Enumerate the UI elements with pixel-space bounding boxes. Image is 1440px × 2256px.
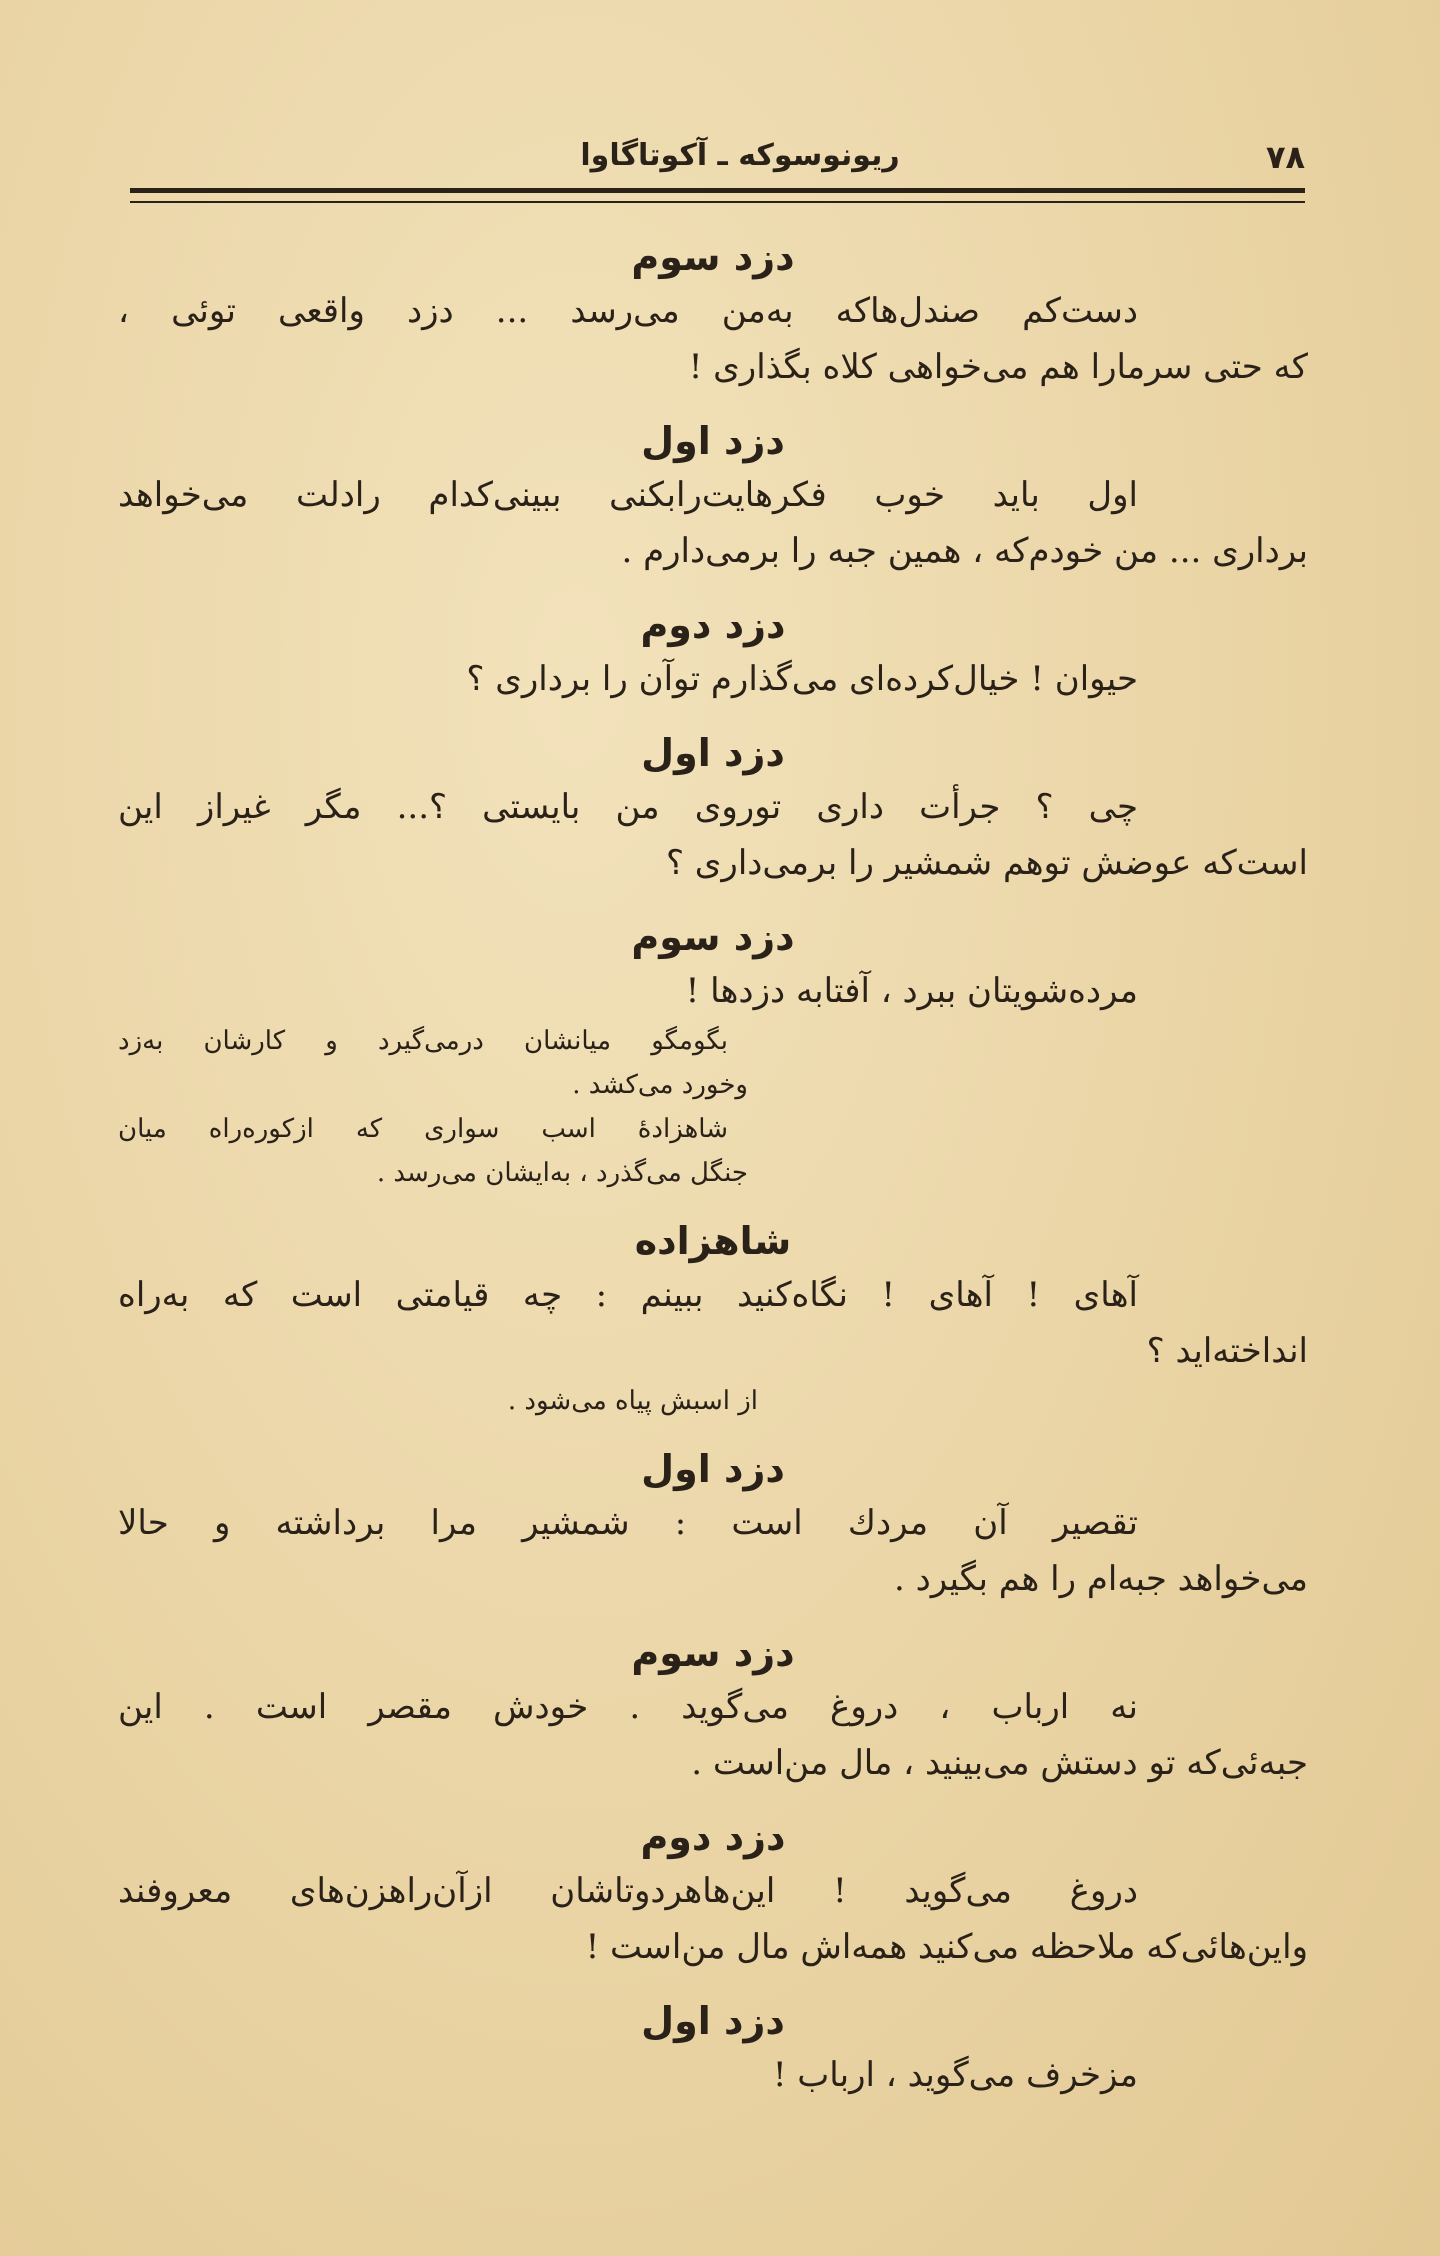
speaker-name: دزد دوم	[640, 603, 786, 647]
dialogue-line: مزخرف می‌گوید ، ارباب !	[772, 2055, 1138, 2095]
speaker-name: دزد اول	[641, 419, 785, 463]
dialogue-line: آهای ! آهای ! نگاه‌کنید ببینم : چه قیامتی است که به‌راه	[118, 1275, 1138, 1315]
dialogue-line: جبه‌ئی‌که تو دستش می‌بینید ، مال من‌است .	[691, 1743, 1308, 1783]
dialogue-line: نه ارباب ، دروغ می‌گوید . خودش مقصر است . این	[118, 1687, 1138, 1727]
dialogue-line: انداخته‌اید ؟	[1146, 1331, 1308, 1371]
page-number: ۷۸	[1265, 138, 1305, 176]
stage-direction: از اسبش پیاه می‌شود .	[507, 1386, 758, 1416]
dialogue-line: دست‌کم صندل‌هاکه به‌من می‌رسد ... دزد واقعی توئی ،	[118, 291, 1138, 331]
speaker-name: دزد سوم	[631, 235, 795, 279]
dialogue-line: دروغ می‌گوید ! این‌هاهردوتاشان ازآن‌راهزن‌های معروفند	[118, 1871, 1138, 1911]
speaker-name: دزد سوم	[631, 915, 795, 959]
header-rule-thin	[130, 201, 1305, 203]
speaker-name: دزد اول	[641, 731, 785, 775]
stage-direction: وخورد می‌کشد .	[572, 1070, 748, 1100]
dialogue-line: که حتی سرمارا هم می‌خواهی کلاه بگذاری !	[688, 347, 1308, 387]
speaker-name: شاهزاده	[634, 1219, 792, 1263]
speaker-name: دزد سوم	[631, 1631, 795, 1675]
stage-direction: بگومگو میانشان درمی‌گیرد و کارشان به‌زد	[118, 1026, 728, 1056]
page-header	[130, 128, 1305, 188]
header-rule	[130, 188, 1305, 193]
play-text	[118, 225, 1308, 2103]
dialogue-line: برداری ... من خودم‌که ، همین جبه را برمی‌دارم .	[621, 531, 1308, 571]
dialogue-line: واین‌هائی‌که ملاحظه می‌کنید همه‌اش مال من‌است !	[585, 1927, 1308, 1967]
stage-direction: جنگل می‌گذرد ، به‌ایشان می‌رسد .	[376, 1158, 748, 1188]
dialogue-line: چی ؟ جرأت داری توروی من بایستی ؟... مگر غیراز این	[118, 787, 1138, 827]
speaker-name: دزد اول	[641, 1999, 785, 2043]
dialogue-line: تقصیر آن مردك است : شمشیر مرا برداشته و حالا	[118, 1503, 1138, 1543]
dialogue-line: مرده‌شویتان ببرد ، آفتابه دزدها !	[685, 971, 1138, 1011]
dialogue-line: اول باید خوب فکرهایت‌رابکنی ببینی‌کدام رادلت می‌خواهد	[118, 475, 1138, 515]
stage-direction: شاهزادهٔ اسب سواری که ازکوره‌راه میان	[118, 1114, 728, 1144]
running-head: ریونوسوکه ـ آکوتاگاوا	[580, 138, 900, 173]
dialogue-line: حیوان ! خیال‌کرده‌ای می‌گذارم توآن را برداری ؟	[466, 659, 1138, 699]
dialogue-line: می‌خواهد جبه‌ام را هم بگیرد .	[893, 1559, 1308, 1599]
dialogue-line: است‌که عوضش توهم شمشیر را برمی‌داری ؟	[665, 843, 1308, 883]
speaker-name: دزد اول	[641, 1447, 785, 1491]
speaker-name: دزد دوم	[640, 1815, 786, 1859]
